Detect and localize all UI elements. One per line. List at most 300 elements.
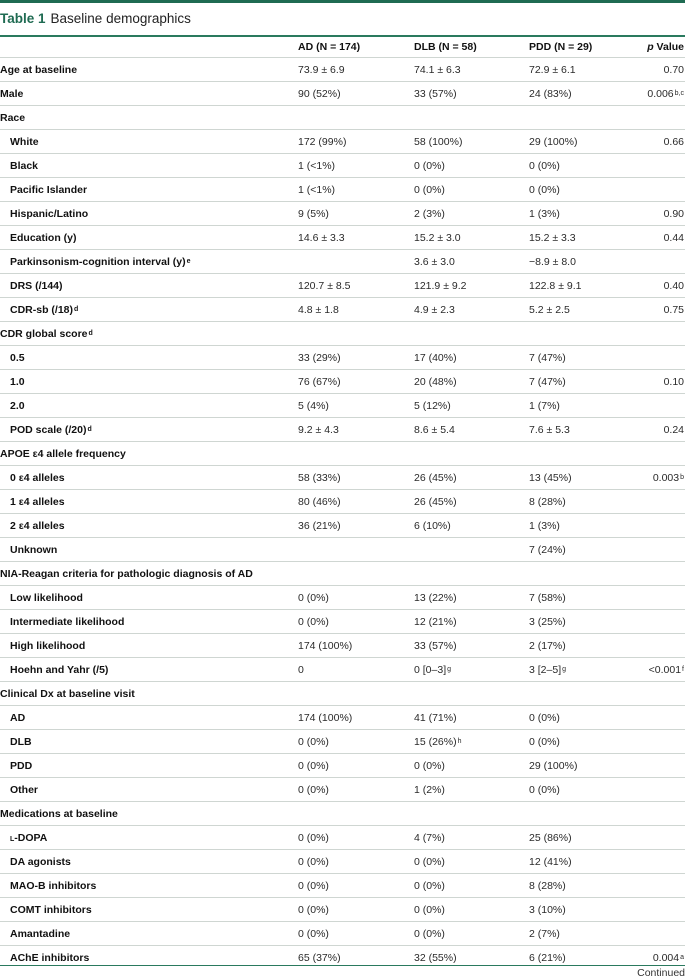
cell-p-value xyxy=(600,586,684,609)
cell-ad-text: 9 (5%) xyxy=(298,207,329,220)
row-label-text: PDD xyxy=(10,759,33,772)
cell-p-value xyxy=(600,394,684,417)
row-label xyxy=(0,82,290,105)
row-label xyxy=(0,442,290,465)
row-label-text: NIA-Reagan criteria for pathologic diagnosis of AD xyxy=(0,567,253,580)
cell-dlb-text: 33 (57%) xyxy=(414,639,457,652)
header-p-italic: p xyxy=(647,41,654,53)
cell-ad-text: 0 (0%) xyxy=(298,735,329,748)
cell-dlb-text: 6 (10%) xyxy=(414,519,451,532)
row-label xyxy=(0,682,290,705)
cell-ad-text: 0 xyxy=(298,663,304,676)
cell-pdd-text: 29 (100%) xyxy=(529,759,578,772)
cell-ad-text: 58 (33%) xyxy=(298,471,341,484)
continued-note: Continued xyxy=(637,967,685,979)
cell-dlb-text: 32 (55%) xyxy=(414,951,457,964)
row-label xyxy=(0,586,300,609)
row-label-text: DRS (/144) xyxy=(10,279,63,292)
cell-dlb xyxy=(414,82,524,105)
cell-p-value xyxy=(600,826,684,849)
row-label-text: CDR-sb (/18) xyxy=(10,303,74,316)
cell-ad xyxy=(298,754,408,777)
cell-ad-text: 9.2 ± 4.3 xyxy=(298,423,339,436)
cell-ad xyxy=(298,130,408,153)
cell-pdd-text: 72.9 ± 6.1 xyxy=(529,63,576,76)
cell-ad xyxy=(298,442,408,465)
table-row xyxy=(0,321,685,345)
row-label xyxy=(0,754,300,777)
row-label-text: AChE inhibitors xyxy=(10,951,90,964)
table-caption xyxy=(0,9,191,29)
cell-p-value-text: 0.75 xyxy=(663,303,684,316)
cell-pdd-text: 15.2 ± 3.3 xyxy=(529,231,576,244)
cell-dlb-text: 0 (0%) xyxy=(414,903,445,916)
cell-pdd-text: 0 (0%) xyxy=(529,783,560,796)
cell-p-value: 0.004 a xyxy=(652,951,684,964)
cell-pdd-text: 13 (45%) xyxy=(529,471,572,484)
cell-p-value: 0.006 b,c xyxy=(647,87,684,100)
row-label-text: Male xyxy=(0,87,24,100)
cell-p-value xyxy=(600,562,684,585)
row-label-text: 0 ε4 alleles xyxy=(10,471,65,484)
table-row xyxy=(0,57,685,81)
cell-p-value xyxy=(600,538,684,561)
cell-dlb xyxy=(414,274,524,297)
header-ad: AD (N = 174) xyxy=(298,41,361,53)
row-label xyxy=(0,490,300,513)
cell-dlb xyxy=(414,826,524,849)
table-row xyxy=(0,297,685,321)
row-label: POD scale (/20) d xyxy=(10,423,92,436)
cell-dlb-text: 2 (3%) xyxy=(414,207,445,220)
row-label-text: DLB xyxy=(10,735,32,748)
cell-ad-text: 65 (37%) xyxy=(298,951,341,964)
cell-dlb-text: 0 (0%) xyxy=(414,879,445,892)
cell-ad xyxy=(298,490,408,513)
cell-pdd-text: 7 (58%) xyxy=(529,591,566,604)
cell-dlb xyxy=(414,130,524,153)
cell-ad-text: 0 (0%) xyxy=(298,759,329,772)
cell-dlb xyxy=(414,802,524,825)
cell-ad xyxy=(298,178,408,201)
cell-p-value-text: 0.10 xyxy=(663,375,684,388)
cell-p-value xyxy=(600,274,684,297)
row-label xyxy=(0,562,290,585)
table-row xyxy=(0,513,685,537)
row-label xyxy=(0,538,300,561)
cell-ad-text: 172 (99%) xyxy=(298,135,347,148)
cell-dlb-text: 33 (57%) xyxy=(414,87,457,100)
row-label-text: Education (y) xyxy=(10,231,77,244)
header-p-value xyxy=(600,37,684,57)
table-row xyxy=(0,825,685,849)
cell-p-value xyxy=(600,418,684,441)
table-row xyxy=(0,633,685,657)
row-label xyxy=(0,178,300,201)
table-row xyxy=(0,369,685,393)
cell-ad xyxy=(298,154,408,177)
cell-ad xyxy=(298,682,408,705)
row-label: Parkinsonism-cognition interval (y) e xyxy=(10,255,191,268)
cell-dlb-text: 20 (48%) xyxy=(414,375,457,388)
row-label xyxy=(0,154,300,177)
cell-ad-text: 0 (0%) xyxy=(298,783,329,796)
table-row xyxy=(0,81,685,105)
cell-p-value xyxy=(600,130,684,153)
row-label xyxy=(0,706,300,729)
row-label-text: White xyxy=(10,135,39,148)
cell-ad xyxy=(298,730,408,753)
cell-pdd-text: 29 (100%) xyxy=(529,135,578,148)
cell-ad-text: 80 (46%) xyxy=(298,495,341,508)
cell-ad xyxy=(298,298,408,321)
cell-ad xyxy=(298,274,408,297)
cell-p-value-text: 0.90 xyxy=(663,207,684,220)
row-label xyxy=(0,730,300,753)
cell-ad-text: 5 (4%) xyxy=(298,399,329,412)
table-row xyxy=(0,873,685,897)
cell-dlb xyxy=(414,754,524,777)
row-label xyxy=(0,922,300,945)
table-row xyxy=(0,465,685,489)
row-label: CDR-sb (/18) d xyxy=(10,303,79,316)
cell-dlb xyxy=(414,154,524,177)
cell-dlb: 0 [0–3] g xyxy=(414,663,452,676)
cell-p-value xyxy=(600,682,684,705)
cell-dlb-text: 26 (45%) xyxy=(414,471,457,484)
row-label xyxy=(0,226,300,249)
table-row xyxy=(0,345,685,369)
table-row xyxy=(0,441,685,465)
cell-dlb xyxy=(414,370,524,393)
row-label xyxy=(0,274,300,297)
table-row xyxy=(0,105,685,129)
row-label-smallcaps: l xyxy=(10,831,15,844)
cell-ad-text: 174 (100%) xyxy=(298,639,353,652)
row-label xyxy=(0,874,300,897)
row-label-text: 1 ε4 alleles xyxy=(10,495,65,508)
cell-ad-text: 76 (67%) xyxy=(298,375,341,388)
cell-dlb xyxy=(414,106,524,129)
cell-dlb xyxy=(414,202,524,225)
row-label xyxy=(0,610,300,633)
cell-ad-text: 0 (0%) xyxy=(298,615,329,628)
cell-ad xyxy=(298,346,408,369)
row-label-text: Unknown xyxy=(10,543,58,556)
row-label-text: DA agonists xyxy=(10,855,71,868)
cell-ad xyxy=(298,802,408,825)
cell-p-value xyxy=(600,706,684,729)
cell-ad-text: 33 (29%) xyxy=(298,351,341,364)
cell-ad xyxy=(298,394,408,417)
cell-p-value xyxy=(600,442,684,465)
row-label xyxy=(0,370,300,393)
cell-ad xyxy=(298,370,408,393)
cell-pdd-text: 3 (10%) xyxy=(529,903,566,916)
row-label xyxy=(0,514,300,537)
table-row xyxy=(0,753,685,777)
cell-dlb xyxy=(414,850,524,873)
cell-pdd-text: 2 (7%) xyxy=(529,927,560,940)
cell-ad xyxy=(298,466,408,489)
cell-ad-text: 174 (100%) xyxy=(298,711,353,724)
cell-pdd-text: 7.6 ± 5.3 xyxy=(529,423,570,436)
cell-pdd-text: 122.8 ± 9.1 xyxy=(529,279,582,292)
top-rule xyxy=(0,0,685,3)
cell-p-value xyxy=(600,298,684,321)
table-row xyxy=(0,225,685,249)
cell-p-value xyxy=(600,754,684,777)
cell-ad xyxy=(298,826,408,849)
cell-dlb xyxy=(414,922,524,945)
row-label-text: Pacific Islander xyxy=(10,183,88,196)
cell-p-value xyxy=(600,250,684,273)
row-label xyxy=(0,826,300,849)
row-label-text: 2.0 xyxy=(10,399,25,412)
row-label xyxy=(0,394,300,417)
table-row xyxy=(0,177,685,201)
row-label-text: Race xyxy=(0,111,26,124)
cell-ad xyxy=(298,82,408,105)
cell-pdd-text: 1 (7%) xyxy=(529,399,560,412)
cell-dlb-text: 12 (21%) xyxy=(414,615,457,628)
cell-p-value xyxy=(600,178,684,201)
cell-dlb xyxy=(414,490,524,513)
cell-p-value-text: 0.24 xyxy=(663,423,684,436)
cell-ad-text: 1 (<1%) xyxy=(298,159,336,172)
cell-dlb xyxy=(414,466,524,489)
cell-p-value xyxy=(600,802,684,825)
row-label xyxy=(0,106,290,129)
row-label-text: MAO-B inhibitors xyxy=(10,879,97,892)
cell-dlb xyxy=(414,418,524,441)
cell-dlb xyxy=(414,682,524,705)
cell-p-value xyxy=(600,730,684,753)
row-label xyxy=(0,346,300,369)
row-label-text: POD scale (/20) xyxy=(10,423,87,436)
cell-pdd-text: 7 (47%) xyxy=(529,375,566,388)
cell-p-value xyxy=(600,58,684,81)
cell-dlb-text: 0 (0%) xyxy=(414,159,445,172)
table-row xyxy=(0,801,685,825)
header-dlb: DLB (N = 58) xyxy=(414,41,477,53)
cell-dlb-text: 4.9 ± 2.3 xyxy=(414,303,455,316)
bottom-rule xyxy=(0,965,685,966)
cell-pdd-text: 3 [2–5] xyxy=(529,663,562,676)
cell-ad xyxy=(298,706,408,729)
cell-dlb xyxy=(414,538,524,561)
cell-dlb xyxy=(414,346,524,369)
table-row xyxy=(0,417,685,441)
cell-ad-text: 90 (52%) xyxy=(298,87,341,100)
header-variable xyxy=(0,37,290,57)
cell-p-value-text: 0.004 xyxy=(652,951,680,964)
cell-p-value-text: <0.001 xyxy=(648,663,682,676)
cell-pdd-text: 8 (28%) xyxy=(529,495,566,508)
cell-dlb xyxy=(414,634,524,657)
cell-ad xyxy=(298,898,408,921)
row-label-text: AD xyxy=(10,711,26,724)
cell-p-value xyxy=(600,322,684,345)
cell-ad-text: 36 (21%) xyxy=(298,519,341,532)
row-label xyxy=(0,130,300,153)
table-row xyxy=(0,561,685,585)
cell-dlb-text: 26 (45%) xyxy=(414,495,457,508)
cell-p-value-text: 0.70 xyxy=(663,63,684,76)
row-label-text: COMT inhibitors xyxy=(10,903,92,916)
cell-p-value xyxy=(600,610,684,633)
cell-ad xyxy=(298,418,408,441)
header-pdd: PDD (N = 29) xyxy=(529,41,593,53)
cell-dlb-text: 0 (0%) xyxy=(414,759,445,772)
cell-dlb xyxy=(414,610,524,633)
cell-p-value-text: 0.006 xyxy=(647,87,674,100)
cell-ad xyxy=(298,922,408,945)
cell-ad-text: 0 (0%) xyxy=(298,903,329,916)
cell-dlb xyxy=(414,394,524,417)
cell-p-value xyxy=(600,226,684,249)
table-row xyxy=(0,537,685,561)
cell-p-value xyxy=(600,898,684,921)
row-label-text: 1.0 xyxy=(10,375,25,388)
table-row xyxy=(0,201,685,225)
cell-pdd-text: 0 (0%) xyxy=(529,159,560,172)
cell-p-value: 0.003 b xyxy=(652,471,684,484)
table-header xyxy=(0,37,685,57)
row-label: CDR global score d xyxy=(0,327,93,340)
cell-dlb-text: 8.6 ± 5.4 xyxy=(414,423,455,436)
cell-ad-text: 0 (0%) xyxy=(298,831,329,844)
cell-p-value-text: 0.003 xyxy=(652,471,680,484)
table-row xyxy=(0,921,685,945)
cell-dlb xyxy=(414,226,524,249)
cell-dlb xyxy=(414,250,524,273)
cell-pdd-text: 1 (3%) xyxy=(529,207,560,220)
cell-p-value xyxy=(600,202,684,225)
cell-ad xyxy=(298,778,408,801)
cell-dlb-text: 17 (40%) xyxy=(414,351,457,364)
row-label xyxy=(0,202,300,225)
cell-dlb-text: 13 (22%) xyxy=(414,591,457,604)
row-label-text: APOE ε4 allele frequency xyxy=(0,447,126,460)
cell-dlb-text: 15 (26%) xyxy=(414,735,457,748)
cell-pdd-text: 5.2 ± 2.5 xyxy=(529,303,570,316)
header-value-word: Value xyxy=(653,41,684,53)
cell-pdd-text: 0 (0%) xyxy=(529,711,560,724)
row-label xyxy=(0,58,290,81)
cell-ad xyxy=(298,250,408,273)
cell-p-value xyxy=(600,106,684,129)
cell-pdd: 3 [2–5] g xyxy=(529,663,567,676)
table-label: Table 1 xyxy=(0,11,46,26)
cell-ad-text: 73.9 ± 6.9 xyxy=(298,63,345,76)
cell-pdd-text: 8 (28%) xyxy=(529,879,566,892)
row-label-text: 0.5 xyxy=(10,351,25,364)
cell-p-value-text: 0.40 xyxy=(663,279,684,292)
table-row xyxy=(0,585,685,609)
row-label-text: Amantadine xyxy=(10,927,71,940)
cell-p-value-text: 0.44 xyxy=(663,231,684,244)
cell-pdd-text: 0 (0%) xyxy=(529,735,560,748)
row-label-text: Clinical Dx at baseline visit xyxy=(0,687,135,700)
cell-p-value xyxy=(600,490,684,513)
cell-ad xyxy=(298,538,408,561)
cell-p-value xyxy=(600,634,684,657)
cell-ad xyxy=(298,658,408,681)
cell-ad xyxy=(298,514,408,537)
cell-ad-text: 120.7 ± 8.5 xyxy=(298,279,351,292)
table-title: Baseline demographics xyxy=(50,11,191,26)
table-row xyxy=(0,705,685,729)
cell-pdd-text: 1 (3%) xyxy=(529,519,560,532)
cell-ad-text: 14.6 ± 3.3 xyxy=(298,231,345,244)
row-label-text: Intermediate likelihood xyxy=(10,615,125,628)
cell-dlb-text: 5 (12%) xyxy=(414,399,451,412)
cell-pdd-text: 25 (86%) xyxy=(529,831,572,844)
row-label-rest: -DOPA xyxy=(14,831,48,844)
cell-dlb-text: 58 (100%) xyxy=(414,135,463,148)
table-row xyxy=(0,657,685,681)
cell-ad xyxy=(298,202,408,225)
cell-pdd-text: 24 (83%) xyxy=(529,87,572,100)
cell-ad xyxy=(298,586,408,609)
cell-dlb-text: 1 (2%) xyxy=(414,783,445,796)
cell-ad-text: 0 (0%) xyxy=(298,879,329,892)
cell-dlb-text: 41 (71%) xyxy=(414,711,457,724)
cell-dlb xyxy=(414,58,524,81)
cell-dlb xyxy=(414,874,524,897)
table-row xyxy=(0,609,685,633)
cell-p-value xyxy=(600,874,684,897)
row-label xyxy=(0,778,300,801)
cell-p-value xyxy=(600,850,684,873)
row-label xyxy=(0,898,300,921)
table-row xyxy=(0,849,685,873)
cell-ad-text: 0 (0%) xyxy=(298,927,329,940)
table-row xyxy=(0,897,685,921)
cell-pdd-text: 3 (25%) xyxy=(529,615,566,628)
cell-pdd-text: 0 (0%) xyxy=(529,183,560,196)
row-label-text: Other xyxy=(10,783,39,796)
cell-dlb xyxy=(414,898,524,921)
cell-dlb xyxy=(414,778,524,801)
cell-p-value xyxy=(600,778,684,801)
cell-ad-text: 0 (0%) xyxy=(298,591,329,604)
cell-pdd-text: 7 (47%) xyxy=(529,351,566,364)
cell-pdd-text: 7 (24%) xyxy=(529,543,566,556)
cell-pdd-text: 6 (21%) xyxy=(529,951,566,964)
row-label-text: Low likelihood xyxy=(10,591,83,604)
cell-dlb xyxy=(414,514,524,537)
cell-dlb-text: 4 (7%) xyxy=(414,831,445,844)
cell-p-value xyxy=(600,370,684,393)
row-label-text: Medications at baseline xyxy=(0,807,118,820)
cell-ad xyxy=(298,226,408,249)
table-row xyxy=(0,273,685,297)
cell-ad-text: 0 (0%) xyxy=(298,855,329,868)
cell-dlb xyxy=(414,298,524,321)
cell-pdd-text: 12 (41%) xyxy=(529,855,572,868)
cell-ad xyxy=(298,634,408,657)
cell-dlb xyxy=(414,442,524,465)
cell-p-value-text: 0.66 xyxy=(663,135,684,148)
cell-dlb xyxy=(414,706,524,729)
row-label-text: CDR global score xyxy=(0,327,88,340)
cell-ad-text: 4.8 ± 1.8 xyxy=(298,303,339,316)
row-label-text: Parkinsonism-cognition interval (y) xyxy=(10,255,186,268)
cell-ad xyxy=(298,106,408,129)
table-row xyxy=(0,729,685,753)
